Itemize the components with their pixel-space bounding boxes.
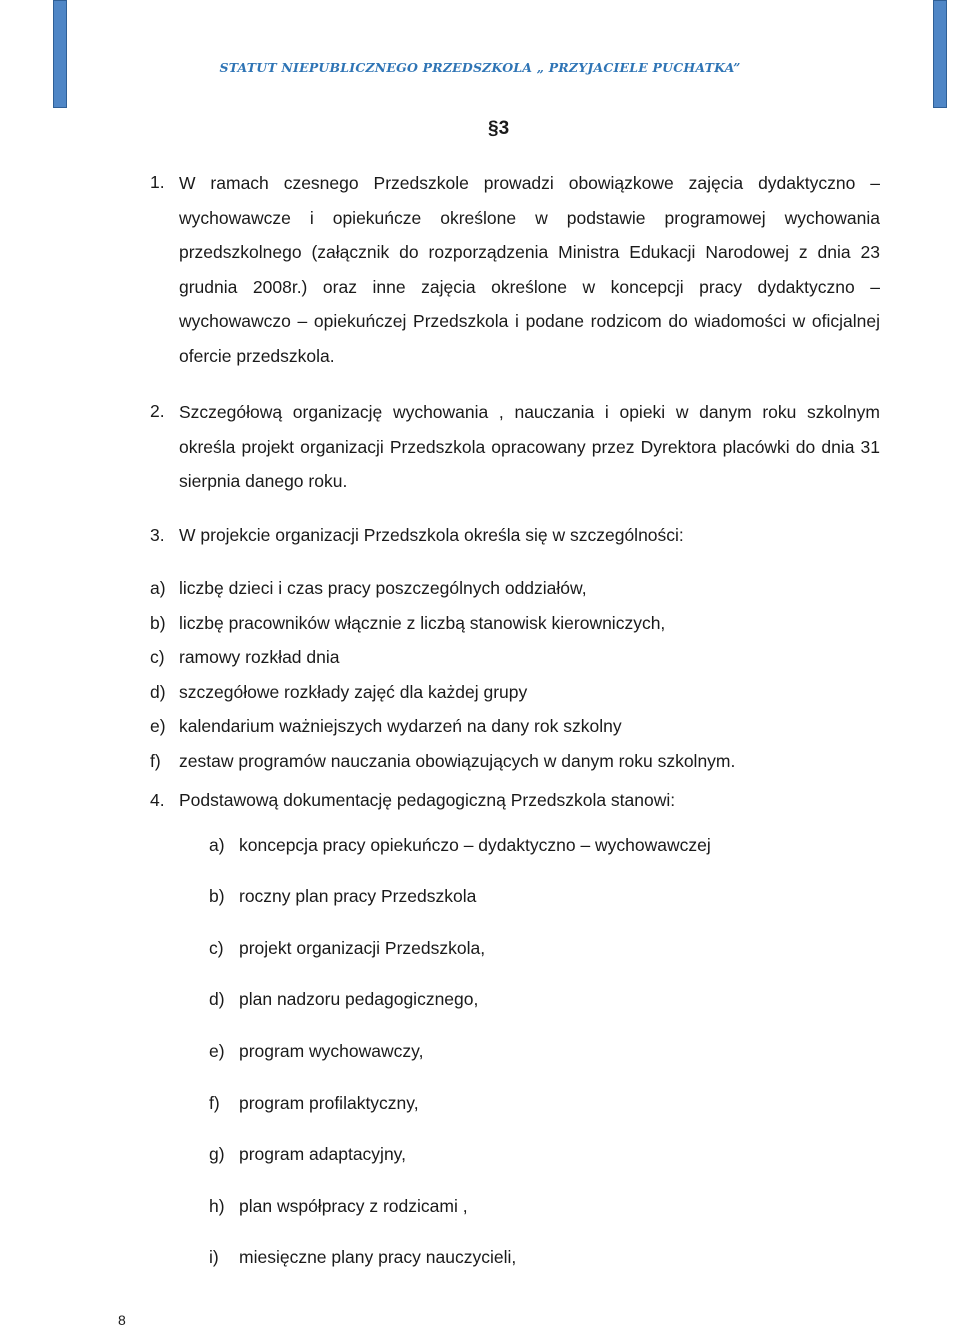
page-header: STATUT NIEPUBLICZNEGO PRZEDSZKOLA „ PRZYJACIELE PUCHATKA”	[219, 60, 741, 75]
point-2-number: 2.	[150, 401, 165, 421]
list-item-label: a)	[150, 578, 166, 598]
point-1-number: 1.	[150, 172, 165, 192]
list-item-text: miesięczne plany pracy nauczycieli,	[239, 1247, 517, 1267]
list-item-label: e)	[150, 716, 166, 736]
list-item-text: ramowy rozkład dnia	[179, 647, 340, 667]
list-item-text: liczbę pracowników włącznie z liczbą stanowisk kierowniczych,	[179, 613, 666, 633]
header-right-bar	[933, 0, 947, 108]
list-item-text: kalendarium ważniejszych wydarzeń na dany rok szkolny	[179, 716, 622, 736]
list-item-label: e)	[209, 1041, 225, 1061]
list-item-text: liczbę dzieci i czas pracy poszczególnych oddziałów,	[179, 578, 587, 598]
list-item-text: program adaptacyjny,	[239, 1144, 406, 1164]
point-3-text: W projekcie organizacji Przedszkola określa się w szczególności:	[179, 525, 684, 545]
point-2-text: Szczegółową organizację wychowania , nauczania i opieki w danym roku szkolnym określa projekt organizacji Przedszkola opracowany przez Dyrektora placówki do dnia 31 sierpnia danego roku.	[179, 402, 880, 491]
list-item-text: projekt organizacji Przedszkola,	[239, 938, 486, 958]
list-item-label: h)	[209, 1196, 225, 1216]
point-1-text: W ramach czesnego Przedszkole prowadzi obowiązkowe zajęcia dydaktyczno – wychowawcze i opiekuńcze określone w podstawie programowej wychowania przedszkolnego (załącznik do rozporządzenia Ministra Edukacji Narodowej z dnia 23 grudnia 2008r.) oraz inne zajęcia określone w koncepcji pracy dydaktyczno – wychowawczo – opiekuńczej Przedszkola i podane rodzicom do wiadomości w oficjalnej ofercie przedszkola.	[179, 173, 880, 366]
list-item-label: a)	[209, 835, 225, 855]
list-item-label: g)	[209, 1144, 225, 1164]
section-heading: §3	[488, 118, 510, 139]
list-item-text: program profilaktyczny,	[239, 1093, 419, 1113]
list-item-text: plan nadzoru pedagogicznego,	[239, 989, 479, 1009]
point-3-number: 3.	[150, 525, 165, 545]
page-number: 8	[118, 1312, 126, 1328]
list-item-label: f)	[150, 751, 161, 771]
list-item-label: d)	[150, 682, 166, 702]
list-item-text: szczegółowe rozkłady zajęć dla każdej grupy	[179, 682, 528, 702]
list-item-label: f)	[209, 1093, 220, 1113]
list-item-label: b)	[209, 886, 225, 906]
list-item-label: i)	[209, 1247, 219, 1267]
list-item-text: plan współpracy z rodzicami ,	[239, 1196, 468, 1216]
list-item-label: b)	[150, 613, 166, 633]
list-item-text: roczny plan pracy Przedszkola	[239, 886, 477, 906]
list-item-label: c)	[150, 647, 165, 667]
list-item-text: zestaw programów nauczania obowiązujących w danym roku szkolnym.	[179, 751, 736, 771]
list-item-label: d)	[209, 989, 225, 1009]
list-item-text: program wychowawczy,	[239, 1041, 424, 1061]
header-left-bar	[53, 0, 67, 108]
point-4-text: Podstawową dokumentację pedagogiczną Przedszkola stanowi:	[179, 790, 676, 810]
point-4-number: 4.	[150, 790, 165, 810]
list-item-label: c)	[209, 938, 224, 958]
list-item-text: koncepcja pracy opiekuńczo – dydaktyczno – wychowawczej	[239, 835, 711, 855]
